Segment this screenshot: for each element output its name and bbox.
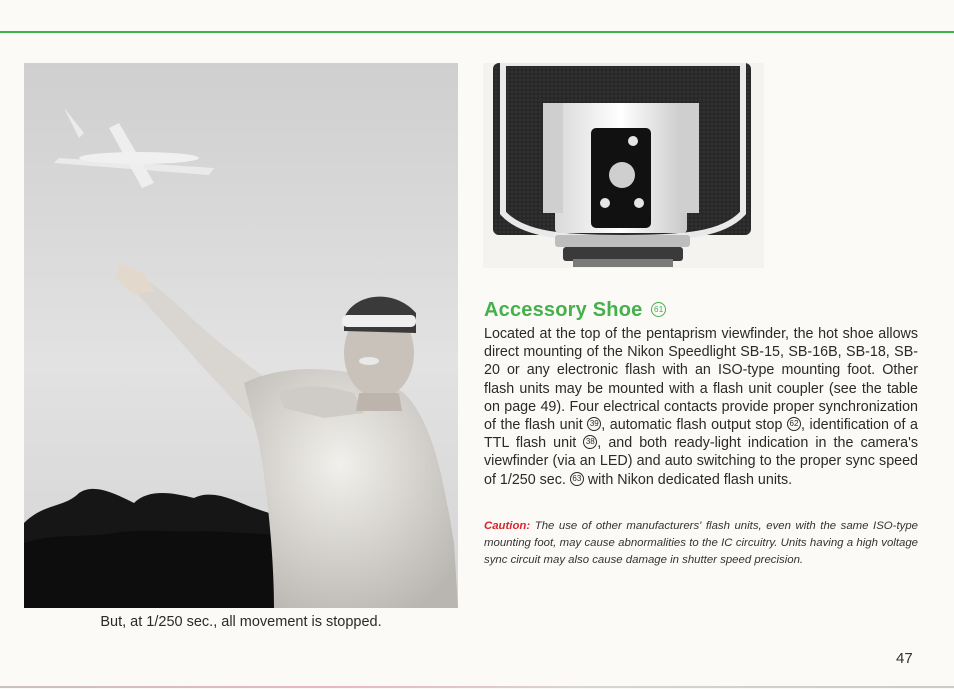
body-text-part: with Nikon dedicated flash units. bbox=[587, 471, 793, 488]
reference-number-badge: 62 bbox=[787, 417, 801, 431]
body-text-part: , automatic flash output stop bbox=[601, 417, 783, 434]
photo-woman-glider bbox=[24, 63, 458, 608]
body-text-part: , and both ready-light indication in the camera's viewfinder (via an LED) and auto switching to the proper sync speed of 1/250 sec. bbox=[484, 435, 918, 488]
top-green-rule bbox=[0, 31, 954, 33]
body-text-part: Located at the top of the pentaprism viewfinder, the hot shoe allows direct mounting of the Nikon Speedlight SB-15, SB-16B, SB-18, SB-20 or any electronic flash with an ISO-type mounting foot. Other flash units may be mounted with a flash unit coupler (see the table on page 49). Four electrical contacts provide proper synchronization of the flash unit bbox=[484, 326, 918, 434]
photo-caption: But, at 1/250 sec., all movement is stopped. bbox=[100, 614, 382, 630]
section-title bbox=[484, 299, 666, 322]
bottom-rule bbox=[0, 686, 954, 688]
reference-number-badge: 38 bbox=[583, 435, 597, 449]
section-title-text: Accessory Shoe bbox=[484, 299, 643, 321]
page-number: 47 bbox=[896, 650, 913, 667]
caution-text: The use of other manufacturers' flash units, even with the same ISO-type mounting foot, may cause abnormalities to the IC circuitry. Units having a high voltage sync circuit may also cause damage in shutter speed precision. bbox=[484, 520, 918, 566]
reference-number-badge: 61 bbox=[651, 302, 666, 317]
reference-number-badge: 63 bbox=[570, 472, 584, 486]
caution-label: Caution: bbox=[484, 520, 531, 532]
body-text-part: , identification of a TTL flash unit bbox=[484, 417, 918, 452]
reference-number-badge: 39 bbox=[587, 417, 601, 431]
body-paragraph bbox=[484, 325, 918, 489]
photo-accessory-shoe bbox=[483, 63, 764, 268]
caution-note bbox=[484, 518, 918, 569]
